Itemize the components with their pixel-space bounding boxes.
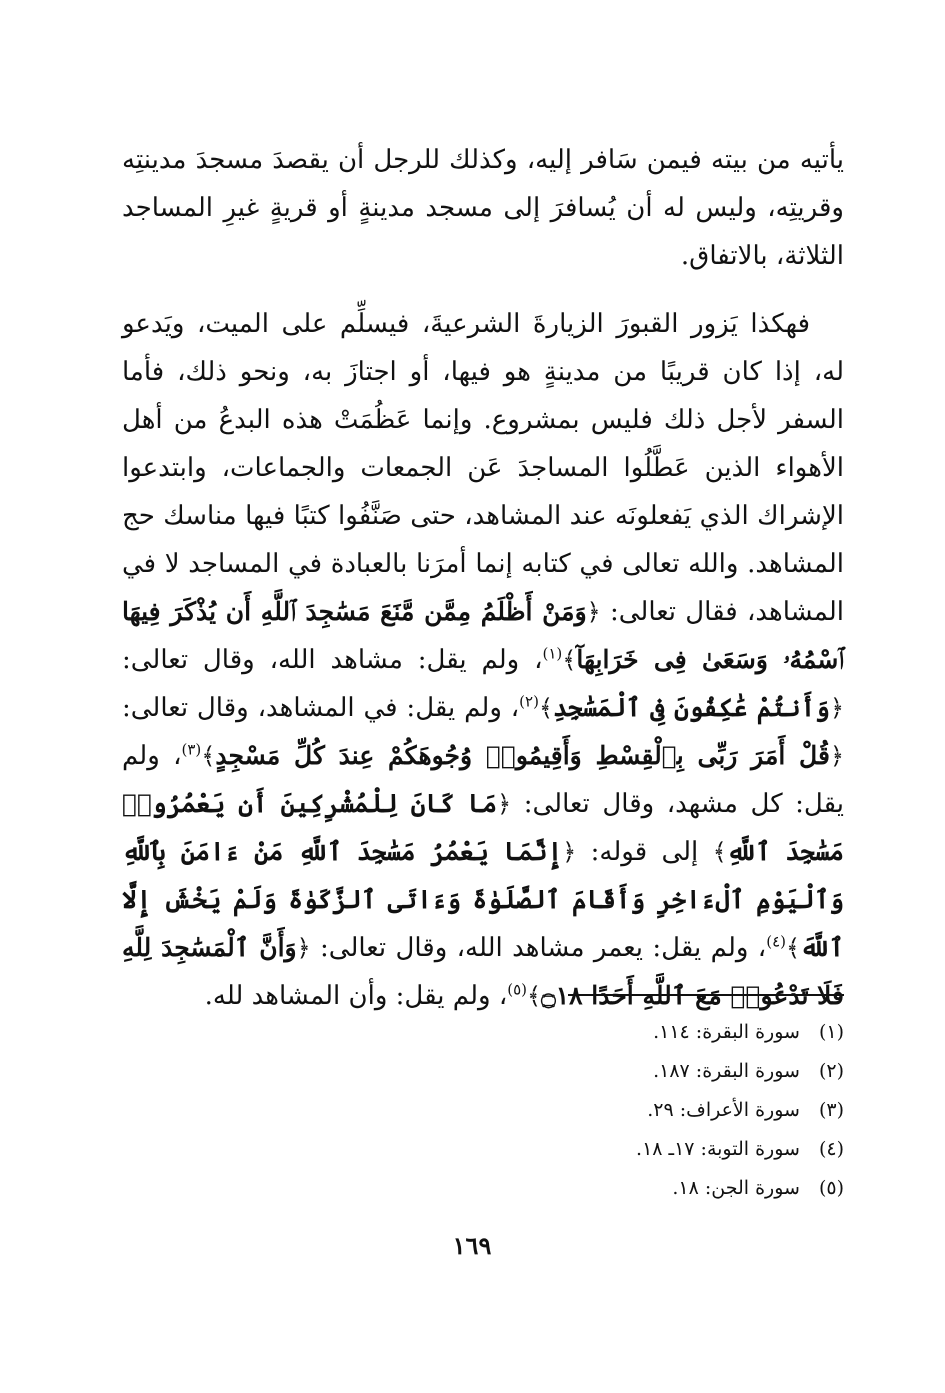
verse-open-bracket: ﴿ <box>562 838 577 866</box>
verse-close-bracket: ﴾ <box>527 982 542 1010</box>
text-segment: ، ولم يقل: في المشاهد، وقال تعالى: <box>122 693 520 723</box>
quran-verse: قُلْ أَمَرَ رَبِّى بِٱلْقِسْطِ وَأَقِيمُوا۟ وُجُوهَكُمْ عِندَ كُلِّ مَسْجِدٍ <box>215 741 830 770</box>
footnote-number: (٣) <box>818 1099 844 1121</box>
footnote-separator <box>568 994 844 996</box>
quran-verse: إِنَّمَا يَعْمُرُ مَسَٰجِدَ ٱللَّهِ مَنْ ءَامَنَ بِٱللَّهِ وَٱلْيَوْمِ ٱلْءَاخِرِ وَأَقَامَ ٱلصَّلَوٰةَ وَءَاتَى ٱلزَّكَوٰةَ وَلَمْ يَخْشَ إِلَّا ٱللَّهَ <box>122 837 844 962</box>
footnote-ref: (١) <box>542 644 563 663</box>
verse-open-bracket: ﴿ <box>586 598 601 626</box>
quran-verse: وَمَنْ أَظْلَمُ مِمَّن مَّنَعَ مَسَٰجِدَ ٱللَّهِ أَن يُذْكَرَ فِيهَا ٱسْمُهُۥ وَسَعَىٰ فِى خَرَابِهَآ <box>122 597 845 674</box>
footnote-item <box>400 1130 844 1169</box>
verse-close-bracket: ﴾ <box>538 694 554 722</box>
verse-open-bracket: ﴿ <box>829 742 844 770</box>
paragraph-1: يأتيه من بيته فيمن سَافر إليه، وكذلك للرجل أن يقصدَ مسجدَ مدينتِه وقريتِه، وليس له أن يُسافرَ إلى مسجد مدينةٍ أو قريةٍ غيرِ المساجد الثلاثة، بالاتفاق. <box>122 145 844 271</box>
text-segment: ، ولم يقل: مشاهد الله، وقال تعالى: <box>122 645 543 675</box>
text-segment: ، ولم يقل: يعمر مشاهد الله، وقال تعالى: <box>310 933 767 963</box>
footnote-item <box>400 1052 844 1091</box>
footnotes-list <box>400 1013 844 1208</box>
body-text <box>122 136 844 1020</box>
footnote-number: (١) <box>818 1021 844 1043</box>
verse-close-bracket: ﴾ <box>562 646 577 674</box>
footnote-text: سورة الأعراف: ٢٩. <box>647 1099 800 1121</box>
quran-verse: وَأَنَّ ٱلْمَسَٰجِدَ لِلَّهِ فَلَا تَدْعُوا۟ مَعَ ٱللَّهِ أَحَدًا ۝١٨ <box>122 933 844 1010</box>
quran-verse: مَا كَانَ لِلْمُشْرِكِينَ أَن يَعْمُرُوا۟ مَسَٰجِدَ ٱللَّهِ <box>122 789 844 866</box>
footnote-text: سورة البقرة: ١٨٧. <box>653 1060 800 1082</box>
footnote-ref: (٥) <box>507 980 527 999</box>
footnote-item <box>400 1091 844 1130</box>
footnote-number: (٤) <box>818 1138 844 1160</box>
footnote-ref: (٤) <box>766 932 786 951</box>
verse-close-bracket: ﴾ <box>201 742 216 770</box>
footnote-ref: (٣) <box>181 740 202 759</box>
text-segment: إلى قوله: <box>576 837 713 867</box>
verse-close-bracket: ﴾ <box>785 934 801 962</box>
footnote-text: سورة الجن: ١٨. <box>672 1177 800 1199</box>
verse-open-bracket: ﴿ <box>296 934 311 962</box>
text-segment: ، ولم يقل: وأن المشاهد لله. <box>204 981 508 1011</box>
quran-verse: وَأَنتُمْ عَٰكِفُونَ فِى ٱلْمَسَٰجِدِ <box>553 693 830 722</box>
verse-open-bracket: ﴿ <box>497 790 512 818</box>
text-segment: فهكذا يَزور القبورَ الزيارةَ الشرعيةَ، فيسلِّم على الميت، ويَدعو له، إذا كان قريبًا من مدينةٍ هو فيها، أو اجتازَ به، ونحو ذلك، فأما السفر لأجل ذلك فليس بمشروع. وإنما عَظُمَتْ هذه البدعُ من أهل الأهواء الذين عَطَّلُوا المساجدَ عَن الجمعات والجماعات، وابتدعوا الإشراك الذي يَفعلونَه عند المشاهد، حتى صَنَّفُوا كتبًا فيها مناسك حج المشاهد. والله تعالى في كتابه إنما أمرَنا بالعبادة في المساجد لا في المشاهد، فقال تعالى: <box>122 309 844 627</box>
page-number: ١٦٩ <box>452 1231 492 1260</box>
footnote-number: (٥) <box>818 1177 844 1199</box>
footnote-ref: (٢) <box>519 692 539 711</box>
footnote-text: سورة البقرة: ١١٤. <box>653 1021 800 1043</box>
footnote-item <box>400 1013 844 1052</box>
footnote-number: (٢) <box>818 1060 844 1082</box>
footnote-text: سورة التوبة: ١٧ـ ١٨. <box>636 1138 800 1160</box>
text-segment: ، ولم يقل: كل مشهد، وقال تعالى: <box>122 741 844 819</box>
verse-close-bracket: ﴾ <box>712 838 727 866</box>
footnote-item <box>400 1169 844 1208</box>
verse-open-bracket: ﴿ <box>829 694 844 722</box>
paragraph-2 <box>122 300 844 1020</box>
